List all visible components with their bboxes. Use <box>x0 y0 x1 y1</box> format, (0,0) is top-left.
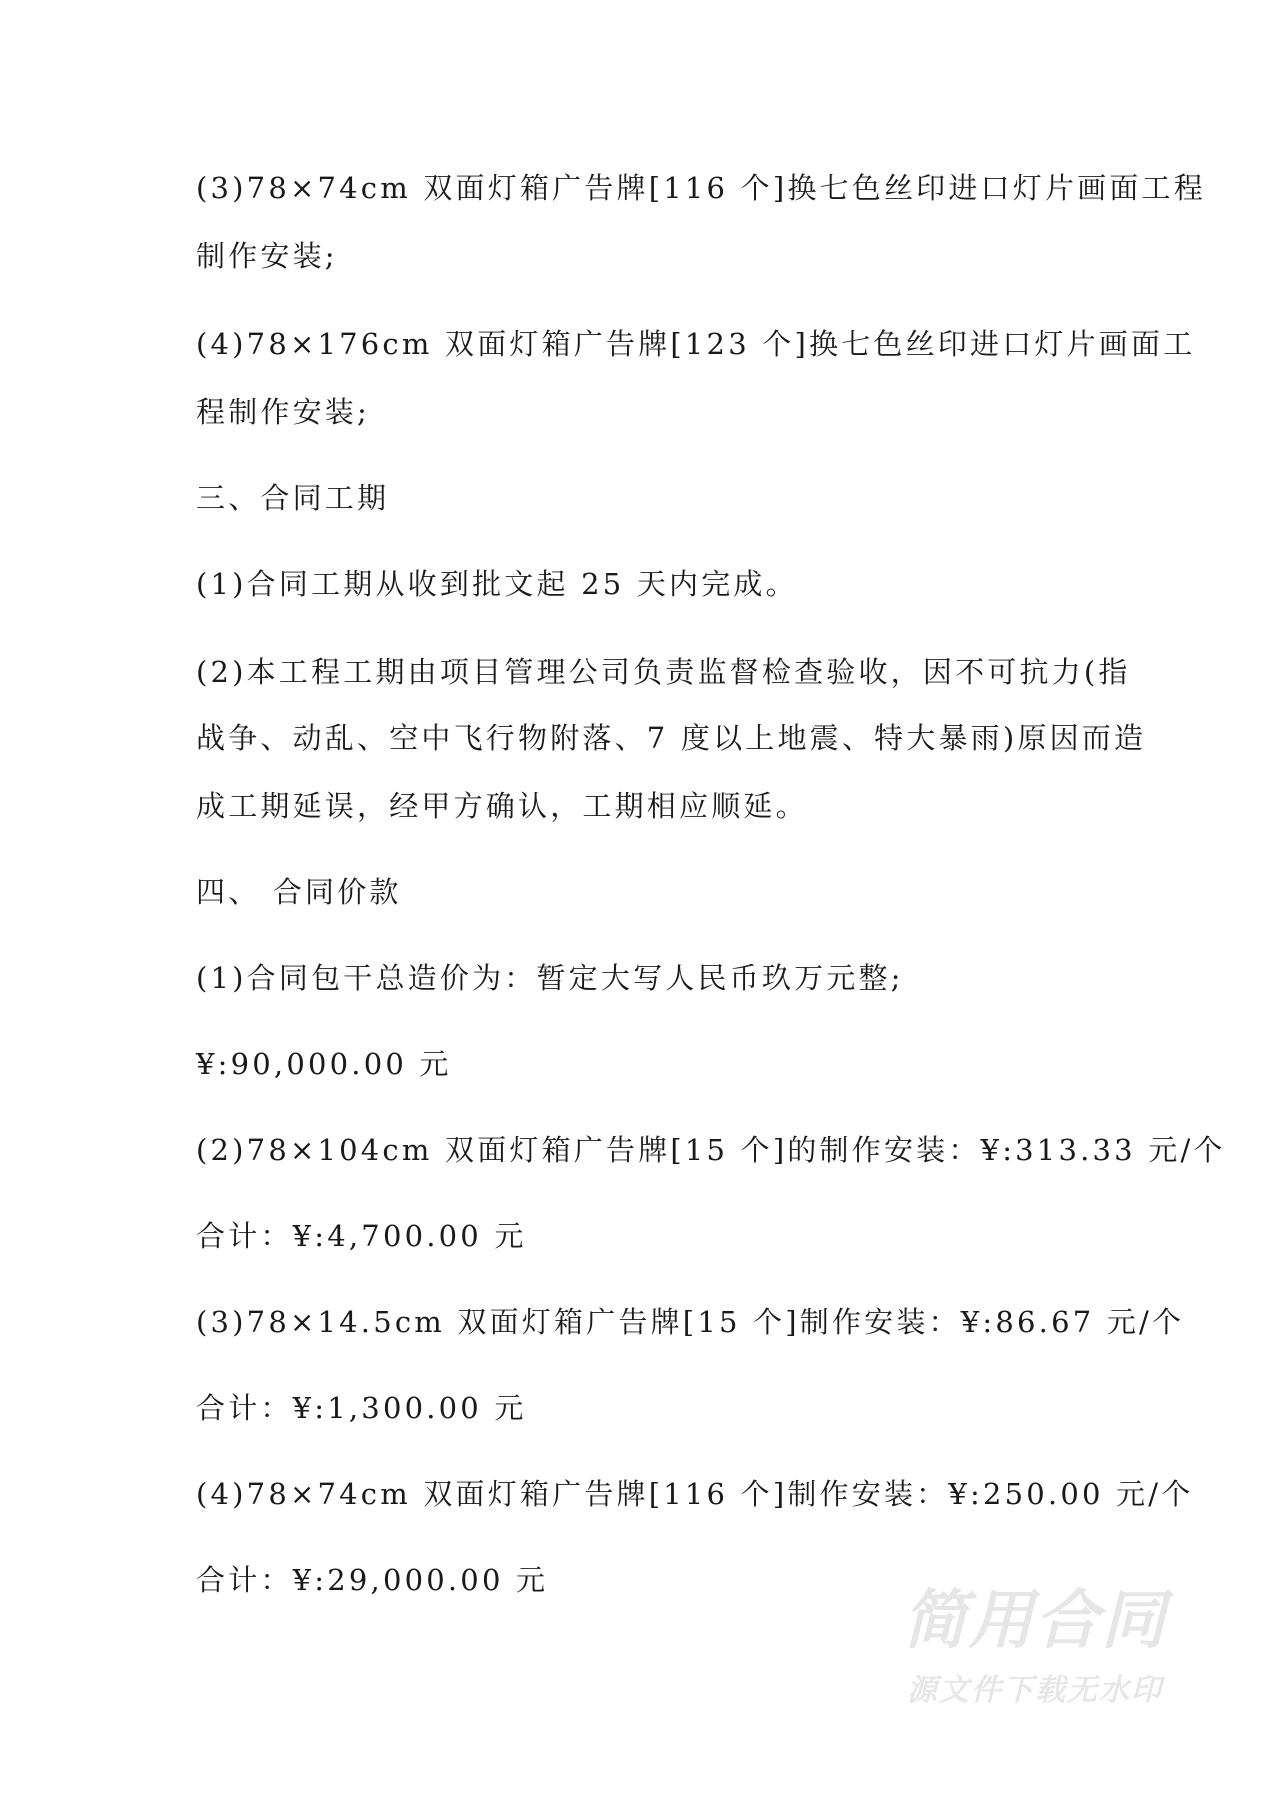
text-line: (4)78×74cm 双面灯箱广告牌[116 个]制作安装：¥:250.00 元/个 <box>196 1477 1194 1511</box>
text-line: (2)本工程工期由项目管理公司负责监督检查验收，因不可抗力(指 <box>196 655 1131 689</box>
text-line: 程制作安装; <box>196 395 370 429</box>
text-line: 合计：¥:1,300.00 元 <box>196 1391 527 1425</box>
text-line: (1)合同包干总造价为：暂定大写人民币玖万元整; <box>196 961 904 995</box>
watermark-subtitle: 源文件下载无水印 <box>907 1673 1163 1708</box>
section-heading: 四、 合同价款 <box>196 875 402 909</box>
text-line: (3)78×74cm 双面灯箱广告牌[116 个]换七色丝印进口灯片画面工程 <box>196 171 1206 205</box>
text-line: 战争、动乱、空中飞行物附落、7 度以上地震、特大暴雨)原因而造 <box>196 721 1147 755</box>
text-line: (2)78×104cm 双面灯箱广告牌[15 个]的制作安装：¥:313.33 元/个 <box>196 1133 1226 1167</box>
text-line: 成工期延误，经甲方确认，工期相应顺延。 <box>196 789 808 823</box>
watermark-title: 简用合同 <box>903 1584 1167 1658</box>
text-line: 制作安装; <box>196 239 338 273</box>
text-line: (3)78×14.5cm 双面灯箱广告牌[15 个]制作安装：¥:86.67 元/个 <box>196 1305 1185 1339</box>
watermark <box>885 1585 1185 1711</box>
text-line: 合计：¥:4,700.00 元 <box>196 1219 527 1253</box>
text-line: ¥:90,000.00 元 <box>196 1047 452 1081</box>
text-line: (1)合同工期从收到批文起 25 天内完成。 <box>196 567 798 601</box>
text-line: 合计：¥:29,000.00 元 <box>196 1563 549 1597</box>
text-line: (4)78×176cm 双面灯箱广告牌[123 个]换七色丝印进口灯片画面工 <box>196 327 1196 361</box>
section-heading: 三、合同工期 <box>196 481 390 515</box>
